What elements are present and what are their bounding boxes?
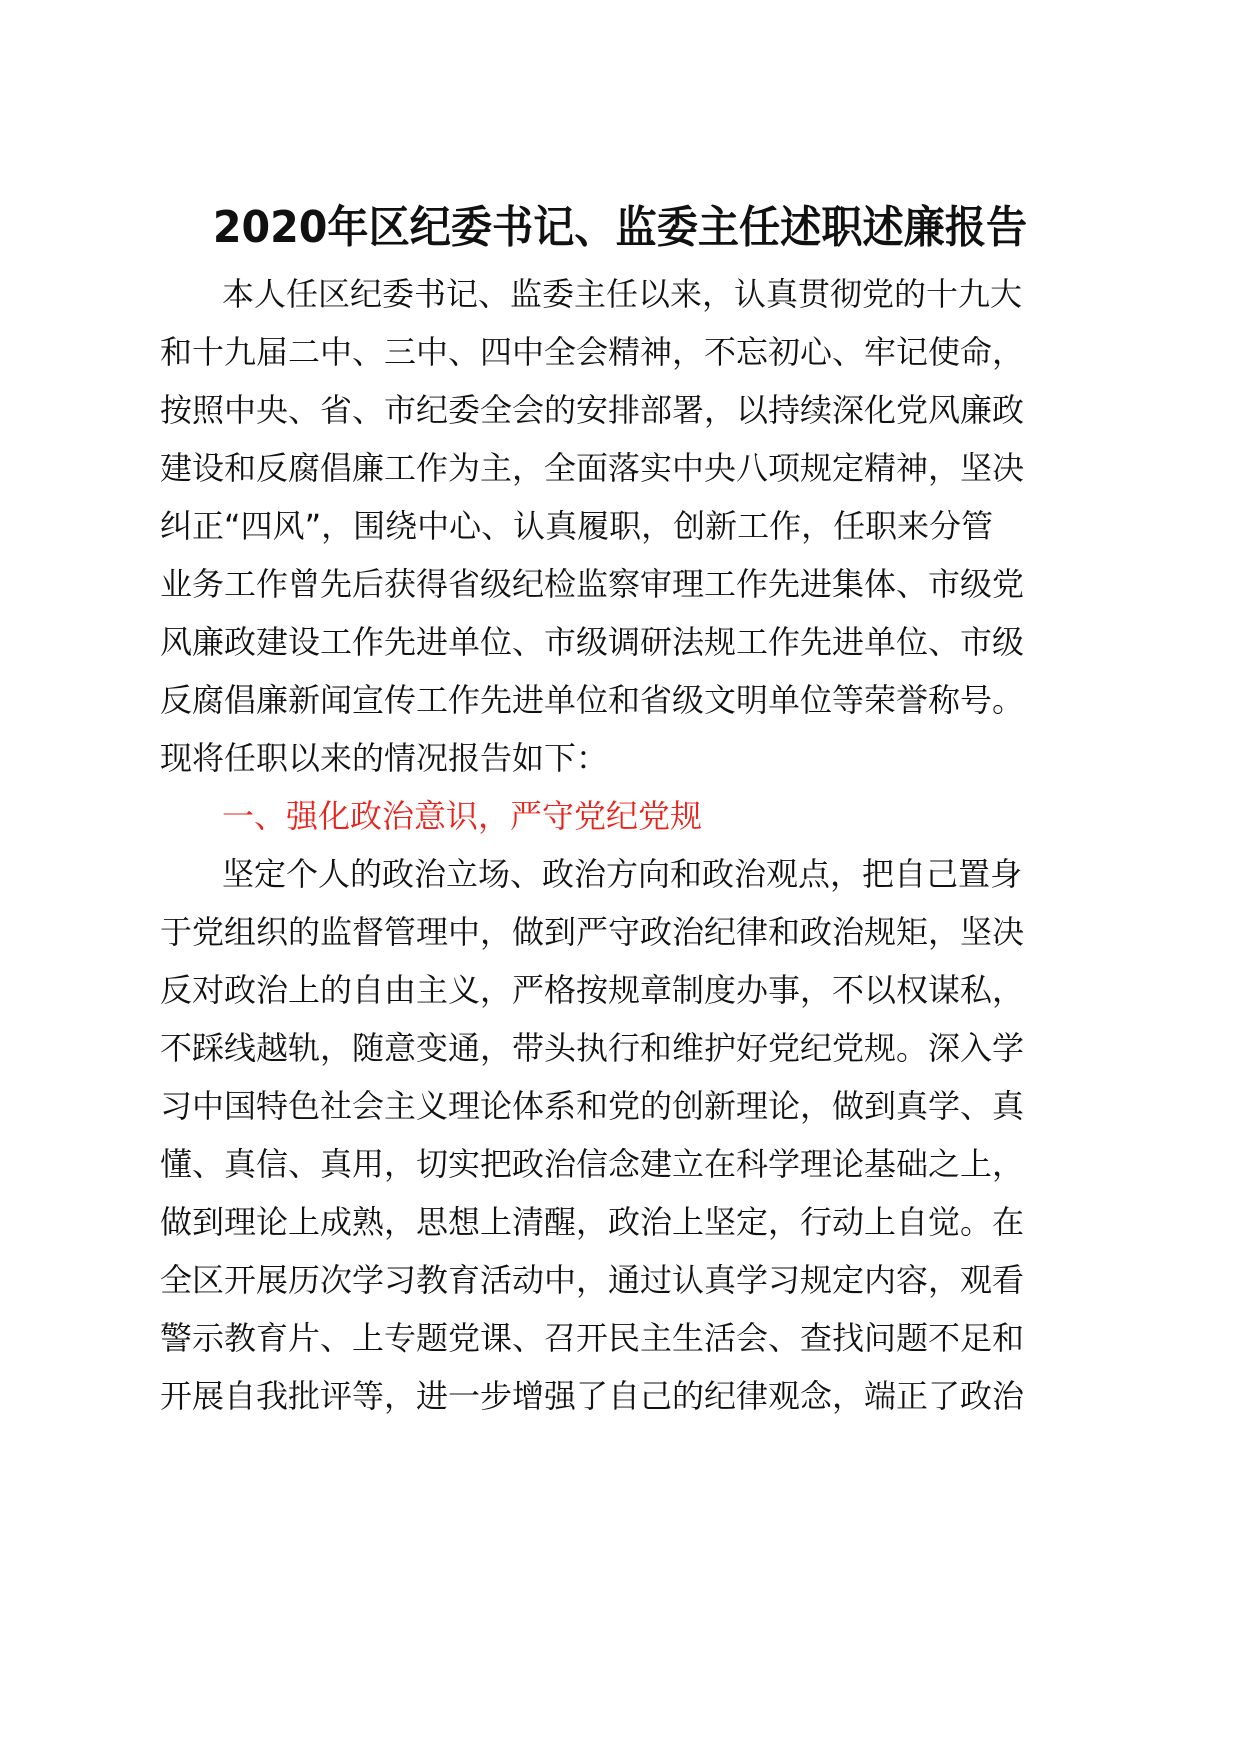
- paragraph-line: 本人任区纪委书记、监委主任以来，认真贯彻党的十九大: [222, 275, 1023, 313]
- paragraph-line: 习中国特色社会主义理论体系和党的创新理论，做到真学、真: [160, 1087, 1025, 1125]
- paragraph-line: 按照中央、省、市纪委全会的安排部署，以持续深化党风廉政: [160, 391, 1025, 429]
- paragraph-line: 纠正“四风”，围绕中心、认真履职，创新工作，任职来分管: [160, 507, 994, 545]
- paragraph-line: 全区开展历次学习教育活动中，通过认真学习规定内容，观看: [160, 1261, 1025, 1299]
- section-heading: 一、强化政治意识，严守党纪党规: [222, 797, 703, 835]
- paragraph-line: 业务工作曾先后获得省级纪检监察审理工作先进集体、市级党: [160, 565, 1025, 603]
- paragraph-line: 于党组织的监督管理中，做到严守政治纪律和政治规矩，坚决: [160, 913, 1025, 951]
- paragraph-line: 不踩线越轨，随意变通，带头执行和维护好党纪党规。深入学: [160, 1029, 1025, 1067]
- paragraph-line: 开展自我批评等，进一步增强了自己的纪律观念，端正了政治: [160, 1377, 1025, 1415]
- paragraph-line: 警示教育片、上专题党课、召开民主生活会、查找问题不足和: [160, 1319, 1025, 1357]
- paragraph-line: 反对政治上的自由主义，严格按规章制度办事，不以权谋私，: [160, 971, 1025, 1009]
- paragraph-line: 做到理论上成熟，思想上清醒，政治上坚定，行动上自觉。在: [160, 1203, 1025, 1241]
- paragraph-line: 懂、真信、真用，切实把政治信念建立在科学理论基础之上，: [160, 1145, 1025, 1183]
- document-title: 2020年区纪委书记、监委主任述职述廉报告: [212, 202, 1028, 253]
- paragraph-line: 建设和反腐倡廉工作为主，全面落实中央八项规定精神，坚决: [160, 449, 1025, 487]
- paragraph-line: 和十九届二中、三中、四中全会精神，不忘初心、牢记使命，: [160, 333, 1025, 371]
- paragraph-line: 坚定个人的政治立场、政治方向和政治观点，把自己置身: [222, 855, 1023, 893]
- paragraph-line: 反腐倡廉新闻宣传工作先进单位和省级文明单位等荣誉称号。: [160, 681, 1025, 719]
- paragraph-line: 现将任职以来的情况报告如下：: [160, 739, 609, 777]
- paragraph-line: 风廉政建设工作先进单位、市级调研法规工作先进单位、市级: [160, 623, 1025, 661]
